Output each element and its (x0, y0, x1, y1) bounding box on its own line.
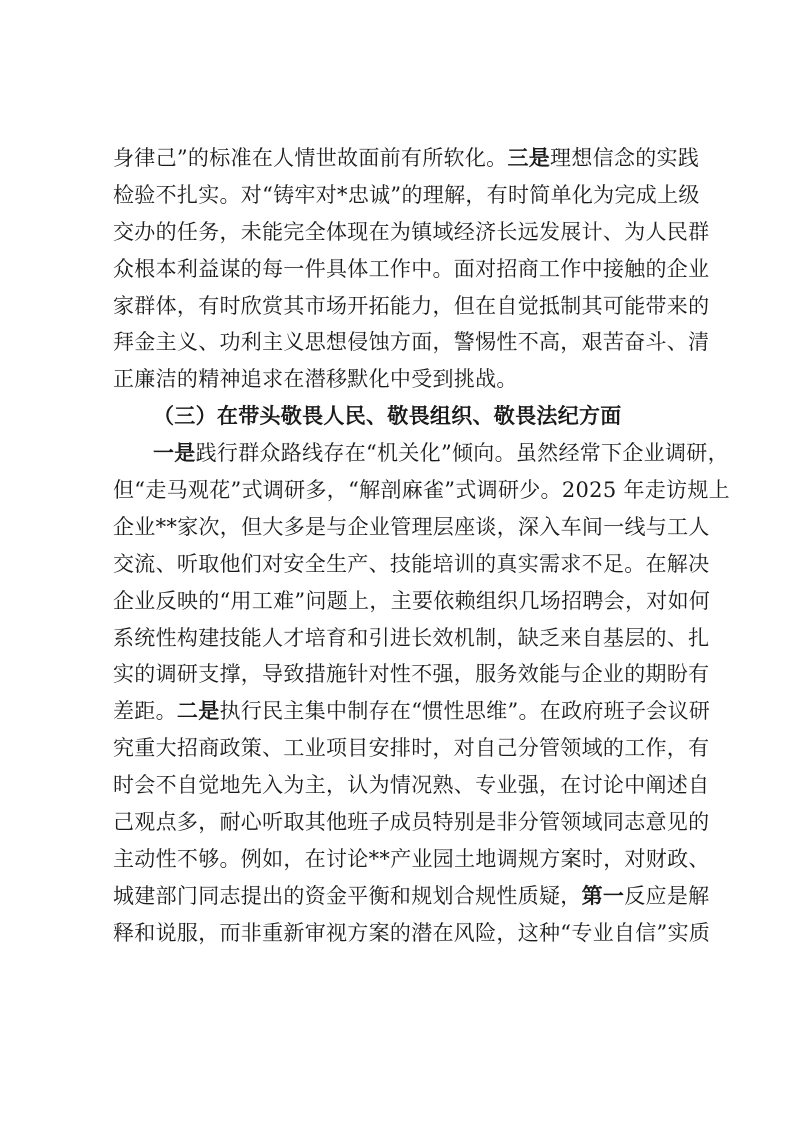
text-line: 己观点多，耐心听取其他班子成员特别是非分管领域同志意见的 (113, 810, 710, 835)
text-line: 交流、听取他们对安全生产、技能培训的真实需求不足。在解决 (113, 551, 710, 576)
text-line: 企业**家次，但大多是与企业管理层座谈，深入车间一线与工人 (113, 514, 710, 539)
text-line: 释和说服，而非重新审视方案的潜在风险，这种“专业自信”实质 (113, 920, 711, 945)
paragraph-main (113, 435, 730, 951)
text-line (113, 140, 700, 177)
text-line: 拜金主义、功利主义思想侵蚀方面，警惕性不高，艰苦奋斗、清 (113, 330, 710, 355)
text-line: 主动性不够。例如，在讨论**产业园土地调规方案时，对财政、 (113, 846, 710, 871)
section-heading: （三）在带头敬畏人民、敬畏组织、敬畏法纪方面 (153, 403, 622, 429)
text-line: 实的调研支撑，导致措施针对性不强，服务效能与企业的期盼有 (113, 662, 710, 687)
text-line: 究重大招商政策、工业项目安排时，对自己分管领域的工作，有 (113, 736, 710, 761)
text-line: 系统性构建技能人才培育和引进长效机制，缺乏来自基层的、扎 (113, 625, 710, 650)
text-segment: 身律己”的标准在人情世故面前有所软化。 (113, 146, 508, 170)
text-segment: 执行民主集中制存在“惯性思维”。在政府班子会议研 (219, 699, 711, 724)
emphasis-label: 二是 (176, 698, 220, 724)
text-line: 正廉洁的精神追求在潜移默化中受到挑战。 (113, 367, 518, 392)
text-segment: 践行群众路线存在“机关化”倾向。虽然经常下企业调研， (195, 441, 729, 466)
emphasis-label: 第一 (581, 882, 625, 908)
text-line: 众根本利益谋的每一件具体工作中。面对招商工作中接触的企业 (113, 256, 710, 281)
document-body (113, 140, 730, 952)
text-line (113, 693, 711, 730)
emphasis-label: 三是 (507, 145, 551, 170)
text-segment: 城建部门同志提出的资金平衡和规划合规性质疑， (113, 883, 582, 908)
text-line: 检验不扎实。对“铸牢对*忠诚”的理解，有时简单化为完成上级 (113, 182, 700, 207)
text-line (113, 435, 729, 472)
text-line: 交办的任务，未能完全体现在为镇域经济长远发展计、为人民群 (113, 219, 710, 244)
text-line: 时会不自觉地先入为主，认为情况熟、专业强，在讨论中阐述自 (113, 773, 710, 798)
text-segment: 反应是解 (624, 883, 710, 908)
text-line: 家群体，有时欣赏其市场开拓能力，但在自觉抵制其可能带来的 (113, 293, 710, 318)
emphasis-label: 一是 (153, 440, 196, 466)
text-line: 企业反映的“用工难”问题上，主要依赖组织几场招聘会，对如何 (113, 588, 711, 613)
text-line: 但“走马观花”式调研多，“解剖麻雀”式调研少。2025 年走访规上 (113, 478, 730, 503)
text-segment: 理想信念的实践 (550, 146, 700, 170)
paragraph-continued (113, 140, 710, 398)
text-line (113, 878, 710, 915)
text-segment: 差距。 (113, 699, 177, 724)
